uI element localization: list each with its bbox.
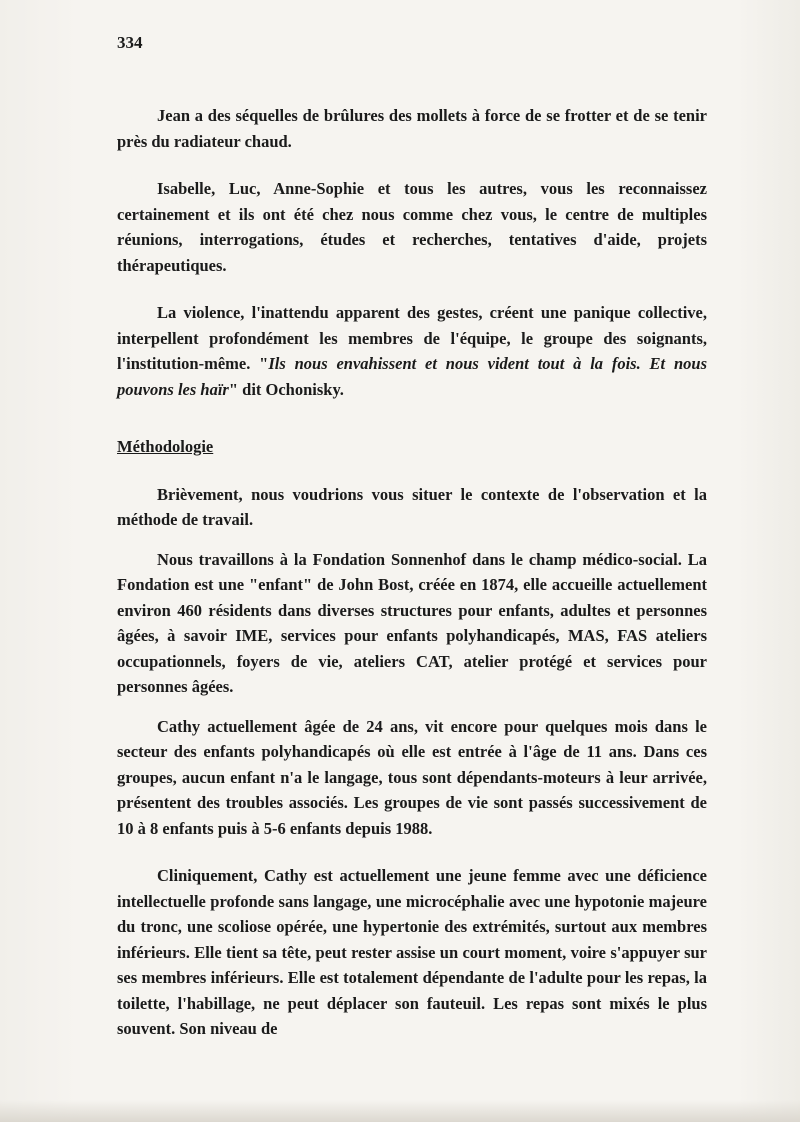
paragraph-context: Brièvement, nous voudrions vous situer le contexte de l'observation et la méthode de travail. xyxy=(117,484,707,529)
paragraph-cathy-age: Cathy actuellement âgée de 24 ans, vit encore pour quelques mois dans le secteur des enfants polyhandicapés où elle est entrée à l'âge de 11 ans. Dans ces groupes, aucun enfant n'a le langage, tous sont dépendants-moteurs à leur arrivée, présentent des troubles associés. Les groupes de vie sont passés successivement de 10 à 8 enfants puis à 5-6 enfants depuis 1988. xyxy=(117,716,707,838)
paragraph-violence xyxy=(117,300,707,402)
body-text xyxy=(117,103,707,1064)
paragraph-clinical: Cliniquement, Cathy est actuellement une jeune femme avec une déficience intellectuelle profonde sans langage, une microcéphalie avec une hypotonie majeure du tronc, une scoliose opérée, une hypertonie des extrémités, surtout aux membres inférieurs. Elle tient sa tête, peut rester assise un court moment, voire s'appuyer sur ses membres inférieurs. Elle est totalement dépendante de l'adulte pour les repas, la toilette, l'habillage, ne peut déplacer son fauteuil. Les repas sont mixés le plus souvent. Son niveau de xyxy=(117,866,707,1038)
page-number: 334 xyxy=(117,33,143,52)
paragraph-violence-end: " dit Ochonisky. xyxy=(228,379,344,399)
ochonisky-quote: Ils nous envahissent et nous vident tout à la fois. Et nous pouvons les haïr xyxy=(117,354,707,399)
paragraph-violence-start: La violence, l'inattendu apparent des gestes, créent une panique collective, interpellent profondément les membres de l'équipe, le groupe des soignants, l'institution-même. " xyxy=(117,303,707,373)
page-bottom-shadow xyxy=(0,1100,800,1122)
paragraph-burns: Jean a des séquelles de brûlures des mollets à force de se frotter et de se tenir près du radiateur chaud. xyxy=(117,106,707,151)
paragraph-recognition: Isabelle, Luc, Anne-Sophie et tous les autres, vous les reconnaissez certainement et ils ont été chez nous comme chez vous, le centre de multiples réunions, interrogations, études et recherches, tentatives d'aide, projets thérapeutiques. xyxy=(117,179,707,275)
paragraph-fondation: Nous travaillons à la Fondation Sonnenhof dans le champ médico-social. La Fondation est une "enfant" de John Bost, créée en 1874, elle accueille actuellement environ 460 résidents dans diverses structures pour enfants, adultes et personnes âgées, à savoir IME, services pour enfants polyhandicapés, MAS, FAS ateliers occupationnels, foyers de vie, ateliers CAT, atelier protégé et services pour personnes âgées. xyxy=(117,549,707,696)
section-heading-methodology: Méthodologie xyxy=(117,437,214,456)
